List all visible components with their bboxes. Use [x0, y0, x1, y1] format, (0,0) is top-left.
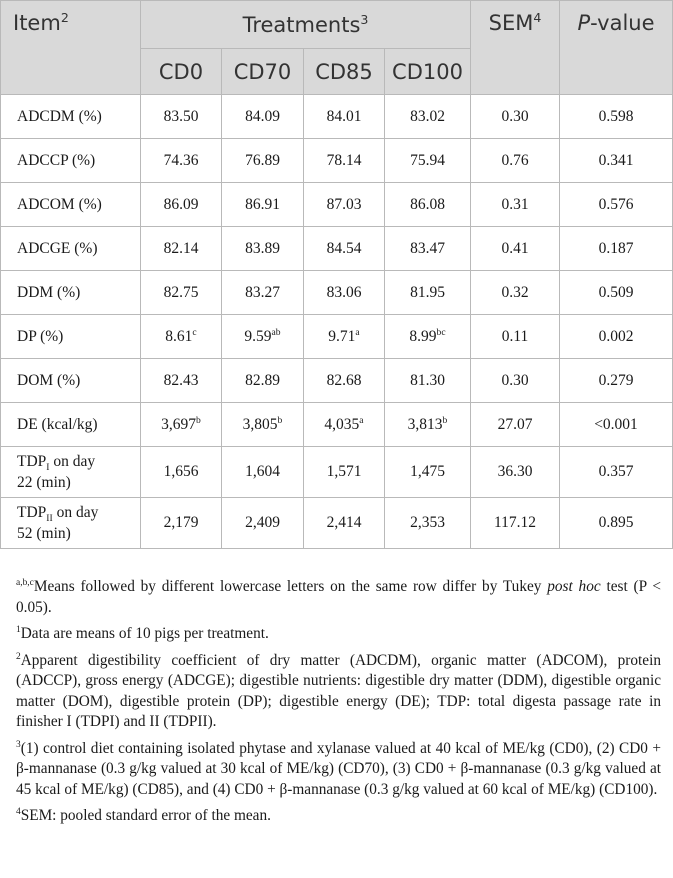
- row-label: $TDP_I$ on day 22 (min): [1, 447, 141, 498]
- cell-cd0: 1,656: [141, 447, 222, 498]
- cell-sem: 0.30: [471, 95, 560, 139]
- cell-p-value: <0.001: [560, 403, 673, 447]
- table-row: [1, 139, 673, 183]
- col-header-cd85: CD85: [304, 49, 385, 95]
- cell-cd0: 86.09: [141, 183, 222, 227]
- cell-cd70: 2,409: [222, 498, 304, 549]
- cell-cd0: 82.14: [141, 227, 222, 271]
- cell-cd85: 87.03: [304, 183, 385, 227]
- cell-sem: 0.32: [471, 271, 560, 315]
- cell-cd85: 83.06: [304, 271, 385, 315]
- cell-p-value: 0.357: [560, 447, 673, 498]
- row-label: DE (kcal/kg): [1, 403, 141, 447]
- cell-p-value: 0.187: [560, 227, 673, 271]
- cell-p-value: 0.895: [560, 498, 673, 549]
- footnote-3: $^3$(1) control diet containing isolated phytase and xylanase valued at 40 kcal of ME/kg (CD0), (2) CD0 + β-mannanase (0.3 g/kg valued at 30 kcal of ME/kg) (CD70), (3) CD0 + β-mannanase (0.3 g/kg valued at 45 kcal of ME/kg) (CD85), and (4) CD0 + β-mannanase (0.3 g/kg valued at 60 kcal of ME/kg) (CD100).: [16, 739, 661, 798]
- table-footnotes: [16, 577, 661, 833]
- cell-cd70: 84.09: [222, 95, 304, 139]
- cell-cd0: 2,179: [141, 498, 222, 549]
- table-body: [1, 95, 673, 549]
- table-header: [1, 1, 673, 95]
- cell-cd85: 4,035$^a$: [304, 403, 385, 447]
- cell-p-value: 0.598: [560, 95, 673, 139]
- row-label: ADCCP (%): [1, 139, 141, 183]
- table-row: [1, 271, 673, 315]
- p-value-header: P-value: [560, 1, 673, 95]
- cell-sem: 0.41: [471, 227, 560, 271]
- table-row: [1, 315, 673, 359]
- row-label: DDM (%): [1, 271, 141, 315]
- cell-cd70: 83.89: [222, 227, 304, 271]
- row-label: DOM (%): [1, 359, 141, 403]
- sem-header: SEM$^4$: [471, 1, 560, 95]
- cell-p-value: 0.341: [560, 139, 673, 183]
- cell-p-value: 0.002: [560, 315, 673, 359]
- cell-cd70: 9.59$^{ab}$: [222, 315, 304, 359]
- cell-cd100: 81.95: [385, 271, 471, 315]
- table-row: [1, 227, 673, 271]
- table-row: [1, 95, 673, 139]
- footnote-2: $^2$Apparent digestibility coefficient of dry matter (ADCDM), organic matter (ADCOM), protein (ADCCP), gross energy (ADCGE); digestible nutrients: digestible dry matter (DDM), digestible organic matter (DOM), digestible protein (DP); digestible energy (DE); TDP: total digesta passage rate in finisher I (TDPI) and II (TDPII).: [16, 651, 661, 730]
- item-header: Item$^2$: [1, 1, 141, 95]
- cell-cd100: 81.30: [385, 359, 471, 403]
- cell-cd0: 82.43: [141, 359, 222, 403]
- row-label: ADCOM (%): [1, 183, 141, 227]
- cell-cd70: 1,604: [222, 447, 304, 498]
- cell-cd70: 83.27: [222, 271, 304, 315]
- footnote-significance: $^{a,b,c}$Means followed by different lowercase letters on the same row differ by Tukey post hoc test (P < 0.05).: [16, 577, 661, 616]
- cell-cd85: 1,571: [304, 447, 385, 498]
- cell-cd100: 1,475: [385, 447, 471, 498]
- table-row: [1, 403, 673, 447]
- cell-p-value: 0.509: [560, 271, 673, 315]
- table-row: [1, 183, 673, 227]
- cell-cd0: 82.75: [141, 271, 222, 315]
- cell-cd85: 78.14: [304, 139, 385, 183]
- cell-cd100: 8.99$^{bc}$: [385, 315, 471, 359]
- cell-cd100: 3,813$^b$: [385, 403, 471, 447]
- col-header-cd100: CD100: [385, 49, 471, 95]
- cell-cd85: 84.01: [304, 95, 385, 139]
- cell-cd85: 82.68: [304, 359, 385, 403]
- cell-cd100: 83.02: [385, 95, 471, 139]
- cell-p-value: 0.576: [560, 183, 673, 227]
- cell-cd70: 86.91: [222, 183, 304, 227]
- row-label: ADCGE (%): [1, 227, 141, 271]
- col-header-cd70: CD70: [222, 49, 304, 95]
- cell-cd70: 76.89: [222, 139, 304, 183]
- cell-p-value: 0.279: [560, 359, 673, 403]
- cell-cd85: 84.54: [304, 227, 385, 271]
- cell-cd100: 86.08: [385, 183, 471, 227]
- table-row: [1, 498, 673, 549]
- cell-sem: 36.30: [471, 447, 560, 498]
- row-label: $TDP_{II}$ on day 52 (min): [1, 498, 141, 549]
- cell-cd0: 8.61$^c$: [141, 315, 222, 359]
- table-row: [1, 447, 673, 498]
- cell-cd0: 74.36: [141, 139, 222, 183]
- cell-sem: 0.11: [471, 315, 560, 359]
- cell-sem: 0.31: [471, 183, 560, 227]
- table-row: [1, 359, 673, 403]
- row-label: DP (%): [1, 315, 141, 359]
- footnote-1: $^1$Data are means of 10 pigs per treatment.: [16, 624, 269, 642]
- cell-cd70: 3,805$^b$: [222, 403, 304, 447]
- cell-cd100: 83.47: [385, 227, 471, 271]
- cell-sem: 0.76: [471, 139, 560, 183]
- row-label: ADCDM (%): [1, 95, 141, 139]
- col-header-cd0: CD0: [141, 49, 222, 95]
- treatments-header: Treatments$^3$: [141, 1, 471, 49]
- cell-sem: 27.07: [471, 403, 560, 447]
- cell-cd100: 75.94: [385, 139, 471, 183]
- cell-cd85: 2,414: [304, 498, 385, 549]
- cell-cd85: 9.71$^a$: [304, 315, 385, 359]
- cell-cd100: 2,353: [385, 498, 471, 549]
- cell-cd0: 3,697$^b$: [141, 403, 222, 447]
- cell-sem: 0.30: [471, 359, 560, 403]
- cell-cd0: 83.50: [141, 95, 222, 139]
- cell-sem: 117.12: [471, 498, 560, 549]
- cell-cd70: 82.89: [222, 359, 304, 403]
- footnote-4: $^4$SEM: pooled standard error of the mean.: [16, 806, 271, 824]
